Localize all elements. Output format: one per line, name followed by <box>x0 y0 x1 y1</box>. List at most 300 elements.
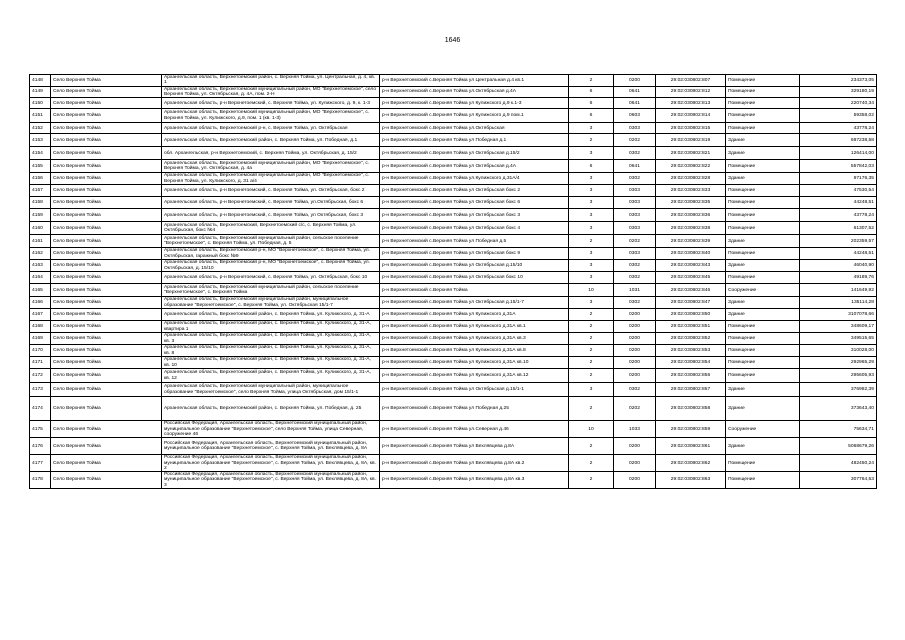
row-number-cell: 4166 <box>30 297 51 309</box>
row-number-cell: 4148 <box>30 75 51 87</box>
cadastral-number-cell: 29:02:030802:859 <box>656 421 726 438</box>
settlement-name-cell: Село Верхняя Тойма <box>51 222 162 235</box>
row-number-cell: 4156 <box>30 173 51 185</box>
full-address-cell: Архангельская область, Верхнетоемский район, с. Верхняя Тойма, ул. Кулижского, д. 31-А, кв. 12 <box>162 369 380 383</box>
row-number-cell: 4157 <box>30 185 51 197</box>
cadastral-value-cell: 220740,34 <box>800 98 877 109</box>
short-address-cell: р-н Верхнетоемский с.Верхняя Тойма ул Вехлявцева д.8А кв.2 <box>380 455 569 472</box>
row-number-cell: 4150 <box>30 98 51 109</box>
full-address-cell: Архангельская область, Верхнетоемский муниципальный район, сельское поселение "Верхнетоемское", с. Верхняя Тойма <box>162 284 380 297</box>
class-code-cell: 0641 <box>614 98 656 109</box>
short-address-cell: р-н Верхнетоемский с.Верхняя Тойма ул Октябрьская бокс 6 <box>380 197 569 209</box>
cadastral-value-cell: 687238,58 <box>800 134 877 147</box>
row-number-cell: 4168 <box>30 321 51 333</box>
settlement-name-cell: Село Верхняя Тойма <box>51 209 162 222</box>
row-number-cell: 4154 <box>30 147 51 160</box>
settlement-name-cell: Село Верхняя Тойма <box>51 297 162 309</box>
class-code-cell: 0302 <box>614 383 656 397</box>
row-number-cell: 4163 <box>30 260 51 272</box>
settlement-name-cell: Село Верхняя Тойма <box>51 147 162 160</box>
cadastral-value-cell: 329180,19 <box>800 86 877 98</box>
table-row <box>30 134 877 147</box>
table-row <box>30 369 877 383</box>
table-row <box>30 472 877 489</box>
full-address-cell: Архангельская область, Верхнетоемский муниципальный район, МО "Верхнетоемское", село Верхняя Тойма, ул. Октябрьская, д. 4А, пом. 2-Н <box>162 86 380 98</box>
class-code-cell: 0202 <box>614 397 656 421</box>
page-number: 1646 <box>444 37 461 44</box>
full-address-cell: обл. Архангельская, р-н Верхнетоемский, с. Верхняя Тойма, ул. Октябрьская, д. 15/2 <box>162 147 380 160</box>
cadastral-number-cell: 29:02:030802:813 <box>656 98 726 109</box>
table-row <box>30 209 877 222</box>
cadastral-value-cell: 49189,76 <box>800 272 877 284</box>
row-number-cell: 4171 <box>30 357 51 369</box>
full-address-cell: Архангельская область, Верхнетоемский муниципальный район, муниципальное образование "Верхнетоемское", село Верхняя Тойма, улица Октябрьская, дом 15/1-1 <box>162 383 380 397</box>
okof-group-cell: 6 <box>569 98 614 109</box>
cadastral-value-cell: 373643,40 <box>800 397 877 421</box>
okof-group-cell: 3 <box>569 222 614 235</box>
table-row <box>30 421 877 438</box>
okof-group-cell: 3 <box>569 248 614 260</box>
cadastral-value-cell: 43778,24 <box>800 123 877 134</box>
class-code-cell: 0303 <box>614 209 656 222</box>
settlement-name-cell: Село Верхняя Тойма <box>51 123 162 134</box>
settlement-name-cell: Село Верхняя Тойма <box>51 260 162 272</box>
settlement-name-cell: Село Верхняя Тойма <box>51 438 162 455</box>
object-type-cell: Здание <box>726 309 800 321</box>
settlement-name-cell: Село Верхняя Тойма <box>51 185 162 197</box>
class-code-cell: 1031 <box>614 284 656 297</box>
settlement-name-cell: Село Верхняя Тойма <box>51 472 162 489</box>
cadastral-number-cell: 29:02:030802:850 <box>656 309 726 321</box>
object-type-cell: Помещение <box>726 272 800 284</box>
settlement-name-cell: Село Верхняя Тойма <box>51 86 162 98</box>
settlement-name-cell: Село Верхняя Тойма <box>51 455 162 472</box>
table-row <box>30 321 877 333</box>
class-code-cell: 0302 <box>614 173 656 185</box>
cadastral-value-cell: 5068679,26 <box>800 438 877 455</box>
cadastral-number-cell: 29:02:030802:854 <box>656 357 726 369</box>
short-address-cell: р-н Верхнетоемский с.Верхняя Тойма ул.Кулижского д.31А/4 <box>380 173 569 185</box>
object-type-cell: Помещение <box>726 209 800 222</box>
row-number-cell: 4178 <box>30 472 51 489</box>
class-code-cell: 0302 <box>614 260 656 272</box>
cadastral-number-cell: 29:02:030802:840 <box>656 248 726 260</box>
row-number-cell: 4151 <box>30 109 51 123</box>
settlement-name-cell: Село Верхняя Тойма <box>51 369 162 383</box>
short-address-cell: р-н Верхнетоемский с.Верхняя Тойма ул Октябрьская д.4А <box>380 160 569 173</box>
cadastral-number-cell: 29:02:030802:812 <box>656 86 726 98</box>
table-row <box>30 222 877 235</box>
object-type-cell: Помещение <box>726 123 800 134</box>
object-type-cell: Помещение <box>726 321 800 333</box>
cadastral-number-cell: 29:02:030802:858 <box>656 397 726 421</box>
okof-group-cell: 6 <box>569 86 614 98</box>
full-address-cell: Архангельская область, Верхнетоемский р-н, МО "Верхнетоемское", с. Верхняя Тойма, ул. Октябрьская, гаражный бокс №9 <box>162 248 380 260</box>
short-address-cell: р-н Верхнетоемский с.Верхняя Тойма ул Кулижского д.31А кв.3 <box>380 333 569 345</box>
table-row <box>30 109 877 123</box>
okof-group-cell: 3 <box>569 173 614 185</box>
cadastral-number-cell: 29:02:030802:846 <box>656 284 726 297</box>
settlement-name-cell: Село Верхняя Тойма <box>51 421 162 438</box>
short-address-cell: р-н Верхнетоемский с.Верхняя Тойма ул Октябрьская д.15/10 <box>380 260 569 272</box>
registry-table <box>29 74 877 489</box>
short-address-cell: р-н Верхнетоемский с.Верхняя Тойма <box>380 284 569 297</box>
row-number-cell: 4161 <box>30 235 51 248</box>
object-type-cell: Здание <box>726 147 800 160</box>
class-code-cell: 0303 <box>614 222 656 235</box>
settlement-name-cell: Село Верхняя Тойма <box>51 333 162 345</box>
full-address-cell: Архангельская область, Верхнетоемский муниципальный район, муниципальное образование "Верхнетоемское", с. Верхняя Тойма, ул. Октябрьская 15/1-7 <box>162 297 380 309</box>
table-row <box>30 147 877 160</box>
class-code-cell: 0303 <box>614 197 656 209</box>
class-code-cell: 0200 <box>614 345 656 357</box>
short-address-cell: р-н Верхнетоемский с.Верхняя Тойма ул Кулижского д.31А <box>380 309 569 321</box>
object-type-cell: Помещение <box>726 109 800 123</box>
table-row <box>30 284 877 297</box>
okof-group-cell: 10 <box>569 284 614 297</box>
cadastral-number-cell: 29:02:030802:861 <box>656 438 726 455</box>
object-type-cell: Здание <box>726 383 800 397</box>
table-row <box>30 160 877 173</box>
cadastral-value-cell: 3107078,66 <box>800 309 877 321</box>
table-row <box>30 357 877 369</box>
okof-group-cell: 6 <box>569 109 614 123</box>
cadastral-number-cell: 29:02:030802:852 <box>656 333 726 345</box>
class-code-cell: 0202 <box>614 134 656 147</box>
table-row <box>30 297 877 309</box>
table-row <box>30 248 877 260</box>
table-row <box>30 235 877 248</box>
okof-group-cell: 2 <box>569 357 614 369</box>
okof-group-cell: 3 <box>569 123 614 134</box>
cadastral-number-cell: 29:02:030802:807 <box>656 75 726 87</box>
row-number-cell: 4173 <box>30 383 51 397</box>
full-address-cell: Архангельская область, Верхнетоемский р-н, с. Верхняя Тойма, ул. Октябрьская <box>162 123 380 134</box>
cadastral-number-cell: 29:02:030802:833 <box>656 185 726 197</box>
object-type-cell: Помещение <box>726 472 800 489</box>
full-address-cell: Архангельская область, р-н Верхнетоемский, с. Верхняя Тойма, ул. Кулижского, д. 9, к. 1-3 <box>162 98 380 109</box>
class-code-cell: 0200 <box>614 309 656 321</box>
short-address-cell: р-н Верхнетоемский с.Верхняя Тойма ул Кулижского д.9 пом.1 <box>380 109 569 123</box>
okof-group-cell: 6 <box>569 160 614 173</box>
object-type-cell: Помещение <box>726 345 800 357</box>
cadastral-value-cell: 292965,29 <box>800 357 877 369</box>
cadastral-value-cell: 310028,00 <box>800 345 877 357</box>
cadastral-number-cell: 29:02:030802:847 <box>656 297 726 309</box>
class-code-cell: 0603 <box>614 109 656 123</box>
cadastral-value-cell: 44248,51 <box>800 197 877 209</box>
short-address-cell: р-н Верхнетоемский с.Верхняя Тойма ул Октябрьская бокс 10 <box>380 272 569 284</box>
full-address-cell: Российская Федерация, Архангельская область, Верхнетоемский муниципальный район, муниципальное образование "Верхнетоемское", с. Верхняя Тойма, ул. Вехлявцева, д. 8А <box>162 438 380 455</box>
full-address-cell: Архангельская область, Верхнетоемский р-н, МО "Верхнетоемское", с. Верхняя Тойма, ул. Октябрьская, д. 15/10 <box>162 260 380 272</box>
cadastral-value-cell: 47530,54 <box>800 185 877 197</box>
settlement-name-cell: Село Верхняя Тойма <box>51 109 162 123</box>
short-address-cell: р-н Верхнетоемский с.Верхняя Тойма ул Октябрьская бокс 2 <box>380 185 569 197</box>
cadastral-number-cell: 29:02:030802:845 <box>656 272 726 284</box>
okof-group-cell: 3 <box>569 185 614 197</box>
full-address-cell: Российская Федерация, Архангельская область, Верхнетоемский муниципальный район, муниципальное образование "Верхнетоемское", село Верхняя Тойма, улица Северная, сооружение 46 <box>162 421 380 438</box>
okof-group-cell: 2 <box>569 472 614 489</box>
table-row <box>30 397 877 421</box>
cadastral-number-cell: 29:02:030802:855 <box>656 369 726 383</box>
full-address-cell: Архангельская область, Верхнетоемский муниципальный район, МО "Верхнетоемское", с. Верхняя Тойма, ул. Октябрьская, д. 4а <box>162 160 380 173</box>
object-type-cell: Помещение <box>726 197 800 209</box>
row-number-cell: 4175 <box>30 421 51 438</box>
row-number-cell: 4153 <box>30 134 51 147</box>
cadastral-value-cell: 75634,71 <box>800 421 877 438</box>
settlement-name-cell: Село Верхняя Тойма <box>51 197 162 209</box>
settlement-name-cell: Село Верхняя Тойма <box>51 357 162 369</box>
row-number-cell: 4159 <box>30 209 51 222</box>
short-address-cell: р-н Верхнетоемский с.Верхняя Тойма ул Кулижского д.9 к.1-3 <box>380 98 569 109</box>
okof-group-cell: 3 <box>569 297 614 309</box>
object-type-cell: Помещение <box>726 160 800 173</box>
row-number-cell: 4158 <box>30 197 51 209</box>
full-address-cell: Архангельская область, р-н Верхнетоемский, с. Верхняя Тойма, ул Октябрьская, бокс 3 <box>162 209 380 222</box>
okof-group-cell: 2 <box>569 369 614 383</box>
cadastral-number-cell: 29:02:030802:836 <box>656 209 726 222</box>
okof-group-cell: 2 <box>569 455 614 472</box>
full-address-cell: Российская Федерация, Архангельская область, Верхнетоемский муниципальный район, муниципальное образование "Верхнетоемское", с. Верхняя Тойма, ул. Вехлявцева, д. 8А, кв. 2 <box>162 455 380 472</box>
short-address-cell: р-н Верхнетоемский с.Верхняя Тойма ул.Северная д.46 <box>380 421 569 438</box>
short-address-cell: р-н Верхнетоемский с.Верхняя Тойма ул Центральная д.4 кв.1 <box>380 75 569 87</box>
class-code-cell: 0303 <box>614 185 656 197</box>
class-code-cell: 0200 <box>614 321 656 333</box>
object-type-cell: Здание <box>726 173 800 185</box>
okof-group-cell: 2 <box>569 321 614 333</box>
row-number-cell: 4155 <box>30 160 51 173</box>
class-code-cell: 0200 <box>614 472 656 489</box>
short-address-cell: р-н Верхнетоемский с.Верхняя Тойма ул Октябрьская бокс 9 <box>380 248 569 260</box>
full-address-cell: Архангельская область, Верхнетоемский район, с. Верхняя Тойма, ул. Победная, д. 25 <box>162 397 380 421</box>
table-row <box>30 345 877 357</box>
class-code-cell: 0302 <box>614 147 656 160</box>
object-type-cell: Сооружение <box>726 421 800 438</box>
okof-group-cell: 2 <box>569 75 614 87</box>
registry-rows <box>30 75 877 489</box>
okof-group-cell: 10 <box>569 421 614 438</box>
okof-group-cell: 3 <box>569 147 614 160</box>
cadastral-number-cell: 29:02:030802:814 <box>656 109 726 123</box>
class-code-cell: 0200 <box>614 369 656 383</box>
object-type-cell: Помещение <box>726 369 800 383</box>
row-number-cell: 4177 <box>30 455 51 472</box>
row-number-cell: 4162 <box>30 248 51 260</box>
settlement-name-cell: Село Верхняя Тойма <box>51 383 162 397</box>
settlement-name-cell: Село Верхняя Тойма <box>51 134 162 147</box>
cadastral-value-cell: 141649,92 <box>800 284 877 297</box>
table-row <box>30 185 877 197</box>
cadastral-value-cell: 295605,93 <box>800 369 877 383</box>
full-address-cell: Архангельская область, Верхнетоемский район, с. Верхняя Тойма, ул. Кулижского, д. 31-А <box>162 309 380 321</box>
cadastral-value-cell: 349515,65 <box>800 333 877 345</box>
full-address-cell: Архангельская область, Верхнетоемский муниципальный район, сельское поселение "Верхнетоемское", с. Верхняя Тойма, ул. Победная, д. 5 <box>162 235 380 248</box>
cadastral-number-cell: 29:02:030802:822 <box>656 160 726 173</box>
cadastral-value-cell: 234373,05 <box>800 75 877 87</box>
settlement-name-cell: Село Верхняя Тойма <box>51 272 162 284</box>
row-number-cell: 4176 <box>30 438 51 455</box>
class-code-cell: 0302 <box>614 272 656 284</box>
row-number-cell: 4172 <box>30 369 51 383</box>
short-address-cell: р-н Верхнетоемский с.Верхняя Тойма ул Кулижского д.31А кв.8 <box>380 345 569 357</box>
short-address-cell: р-н Верхнетоемский с.Верхняя Тойма ул Октябрьская бокс 3 <box>380 209 569 222</box>
full-address-cell: Архангельская область, р-н Верхнетоемский, с. Верхняя Тойма, ул. Октябрьская, бокс 2 <box>162 185 380 197</box>
class-code-cell: 0200 <box>614 438 656 455</box>
short-address-cell: р-н Верхнетоемский с.Верхняя Тойма ул Октябрьская д.15/2 <box>380 147 569 160</box>
full-address-cell: Архангельская область, Верхнетоемский район, с. Верхняя Тойма, ул. Кулижского, д. 31-А, кв. 10 <box>162 357 380 369</box>
table-row <box>30 383 877 397</box>
short-address-cell: р-н Верхнетоемский с.Верхняя Тойма ул Октябрьская бокс 4 <box>380 222 569 235</box>
cadastral-number-cell: 29:02:030802:853 <box>656 345 726 357</box>
settlement-name-cell: Село Верхняя Тойма <box>51 309 162 321</box>
full-address-cell: Архангельская область, Верхнетоемский, Верхнетоемский с/с, с. Верхняя Тойма, ул. Октябрьская, бокс №4 <box>162 222 380 235</box>
object-type-cell: Помещение <box>726 222 800 235</box>
okof-group-cell: 3 <box>569 209 614 222</box>
class-code-cell: 0202 <box>614 235 656 248</box>
settlement-name-cell: Село Верхняя Тойма <box>51 98 162 109</box>
cadastral-number-cell: 29:02:030802:815 <box>656 123 726 134</box>
table-row <box>30 173 877 185</box>
object-type-cell: Помещение <box>726 86 800 98</box>
object-type-cell: Сооружение <box>726 284 800 297</box>
cadastral-number-cell: 29:02:030802:843 <box>656 260 726 272</box>
class-code-cell: 0200 <box>614 357 656 369</box>
short-address-cell: р-н Верхнетоемский с.Верхняя Тойма ул Победная д.1 <box>380 134 569 147</box>
class-code-cell: 0200 <box>614 75 656 87</box>
short-address-cell: р-н Верхнетоемский с.Верхняя Тойма ул.Октябрьская д.4А <box>380 86 569 98</box>
settlement-name-cell: Село Верхняя Тойма <box>51 321 162 333</box>
okof-group-cell: 3 <box>569 197 614 209</box>
class-code-cell: 0303 <box>614 248 656 260</box>
short-address-cell: р-н Верхнетоемский с.Верхняя Тойма ул Вехлявцева д.8А <box>380 438 569 455</box>
okof-group-cell: 2 <box>569 333 614 345</box>
cadastral-value-cell: 376982,39 <box>800 383 877 397</box>
table-row <box>30 438 877 455</box>
cadastral-number-cell: 29:02:030802:838 <box>656 222 726 235</box>
table-row <box>30 123 877 134</box>
full-address-cell: Архангельская область, Верхнетоемский муниципальный район, МО "Верхнетоемское", с. Верхняя Тойма, ул. Кулижского, д. 31 а/4 <box>162 173 380 185</box>
settlement-name-cell: Село Верхняя Тойма <box>51 397 162 421</box>
row-number-cell: 4164 <box>30 272 51 284</box>
table-row <box>30 86 877 98</box>
cadastral-value-cell: 202359,57 <box>800 235 877 248</box>
cadastral-number-cell: 29:02:030802:863 <box>656 472 726 489</box>
short-address-cell: р-н Верхнетоемский с.Верхняя Тойма ул Октябрьская д.15/1-1 <box>380 383 569 397</box>
table-row <box>30 75 877 87</box>
full-address-cell: Архангельская область, Верхнетоемский район, с. Верхняя Тойма, ул. Кулижского, д. 31-А, кв. 3 <box>162 333 380 345</box>
class-code-cell: 0200 <box>614 455 656 472</box>
cadastral-value-cell: 44248,51 <box>800 248 877 260</box>
cadastral-value-cell: 348609,17 <box>800 321 877 333</box>
okof-group-cell: 2 <box>569 397 614 421</box>
short-address-cell: р-н Верхнетоемский с.Верхняя Тойма ул Кулижского д.31А кв.12 <box>380 369 569 383</box>
full-address-cell: Архангельская область, Верхнетоемский муниципальный район, МО "Верхнетоемское", с. Верхняя Тойма, ул. Кулижского, д.9, пом. 1 (кв. 1-3) <box>162 109 380 123</box>
settlement-name-cell: Село Верхняя Тойма <box>51 160 162 173</box>
okof-group-cell: 2 <box>569 134 614 147</box>
full-address-cell: Архангельская область, Верхнетоемский район, с. Верхняя Тойма, ул. Кулижского, д. 31-А, квартира 1 <box>162 321 380 333</box>
row-number-cell: 4152 <box>30 123 51 134</box>
row-number-cell: 4170 <box>30 345 51 357</box>
full-address-cell: Архангельская область, р-н Верхнетоемский, с. Верхняя Тойма, ул. Октябрьская, бокс 10 <box>162 272 380 284</box>
cadastral-value-cell: 97176,35 <box>800 173 877 185</box>
class-code-cell: 0302 <box>614 297 656 309</box>
settlement-name-cell: Село Верхняя Тойма <box>51 284 162 297</box>
table-row <box>30 309 877 321</box>
table-row <box>30 455 877 472</box>
row-number-cell: 4174 <box>30 397 51 421</box>
okof-group-cell: 2 <box>569 345 614 357</box>
full-address-cell: Архангельская область, Верхнетоемский район, с. Верхняя Тойма, ул. Кулижского, д. 31-А, кв. 8 <box>162 345 380 357</box>
cadastral-value-cell: 43778,24 <box>800 209 877 222</box>
object-type-cell: Здание <box>726 438 800 455</box>
class-code-cell: 0200 <box>614 333 656 345</box>
table-row <box>30 260 877 272</box>
class-code-cell: 0303 <box>614 123 656 134</box>
settlement-name-cell: Село Верхняя Тойма <box>51 345 162 357</box>
object-type-cell: Помещение <box>726 98 800 109</box>
okof-group-cell: 3 <box>569 383 614 397</box>
short-address-cell: р-н Верхнетоемский с.Верхняя Тойма ул.Октябрьская <box>380 123 569 134</box>
cadastral-value-cell: 61307,52 <box>800 222 877 235</box>
okof-group-cell: 2 <box>569 438 614 455</box>
full-address-cell: Архангельская область, р-н Верхнетоемский, с. Верхняя Тойма, ул.Октябрьская, бокс 6 <box>162 197 380 209</box>
settlement-name-cell: Село Верхняя Тойма <box>51 248 162 260</box>
settlement-name-cell: Село Верхняя Тойма <box>51 173 162 185</box>
object-type-cell: Здание <box>726 397 800 421</box>
short-address-cell: р-н Верхнетоемский с.Верхняя Тойма ул Победная д.5 <box>380 235 569 248</box>
cadastral-value-cell: 482450,24 <box>800 455 877 472</box>
cadastral-number-cell: 29:02:030802:862 <box>656 455 726 472</box>
short-address-cell: р-н Верхнетоемский с.Верхняя Тойма ул Октябрьская д.15/1-7 <box>380 297 569 309</box>
short-address-cell: р-н Верхнетоемский с.Верхняя Тойма ул Победная д.25 <box>380 397 569 421</box>
cadastral-number-cell: 29:02:030802:819 <box>656 134 726 147</box>
object-type-cell: Помещение <box>726 185 800 197</box>
row-number-cell: 4165 <box>30 284 51 297</box>
cadastral-number-cell: 29:02:030802:835 <box>656 197 726 209</box>
object-type-cell: Помещение <box>726 75 800 87</box>
row-number-cell: 4169 <box>30 333 51 345</box>
short-address-cell: р-н Верхнетоемский с.Верхняя Тойма ул Вехлявцева д.8А кв.3 <box>380 472 569 489</box>
cadastral-value-cell: 307764,53 <box>800 472 877 489</box>
short-address-cell: р-н Верхнетоемский с.Верхняя Тойма ул Кулижского д.31А кв.10 <box>380 357 569 369</box>
cadastral-value-cell: 135114,28 <box>800 297 877 309</box>
full-address-cell: Архангельская область, Верхнетоемский район, с. Верхняя Тойма, ул. Победная, д.1 <box>162 134 380 147</box>
short-address-cell: р-н Верхнетоемский с.Верхняя Тойма ул Кулижского д.31А кв.1 <box>380 321 569 333</box>
cadastral-number-cell: 29:02:030802:839 <box>656 235 726 248</box>
okof-group-cell: 3 <box>569 260 614 272</box>
settlement-name-cell: Село Верхняя Тойма <box>51 75 162 87</box>
cadastral-value-cell: 59358,02 <box>800 109 877 123</box>
row-number-cell: 4167 <box>30 309 51 321</box>
cadastral-number-cell: 29:02:030802:828 <box>656 173 726 185</box>
object-type-cell: Здание <box>726 297 800 309</box>
class-code-cell: 1033 <box>614 421 656 438</box>
okof-group-cell: 3 <box>569 272 614 284</box>
cadastral-value-cell: 126414,00 <box>800 147 877 160</box>
table-row <box>30 98 877 109</box>
cadastral-number-cell: 29:02:030802:857 <box>656 383 726 397</box>
table-row <box>30 333 877 345</box>
row-number-cell: 4149 <box>30 86 51 98</box>
row-number-cell: 4160 <box>30 222 51 235</box>
cadastral-value-cell: 557842,03 <box>800 160 877 173</box>
object-type-cell: Помещение <box>726 248 800 260</box>
object-type-cell: Здание <box>726 134 800 147</box>
table-row <box>30 197 877 209</box>
object-type-cell: Помещение <box>726 455 800 472</box>
object-type-cell: Помещение <box>726 357 800 369</box>
cadastral-number-cell: 29:02:030802:821 <box>656 147 726 160</box>
